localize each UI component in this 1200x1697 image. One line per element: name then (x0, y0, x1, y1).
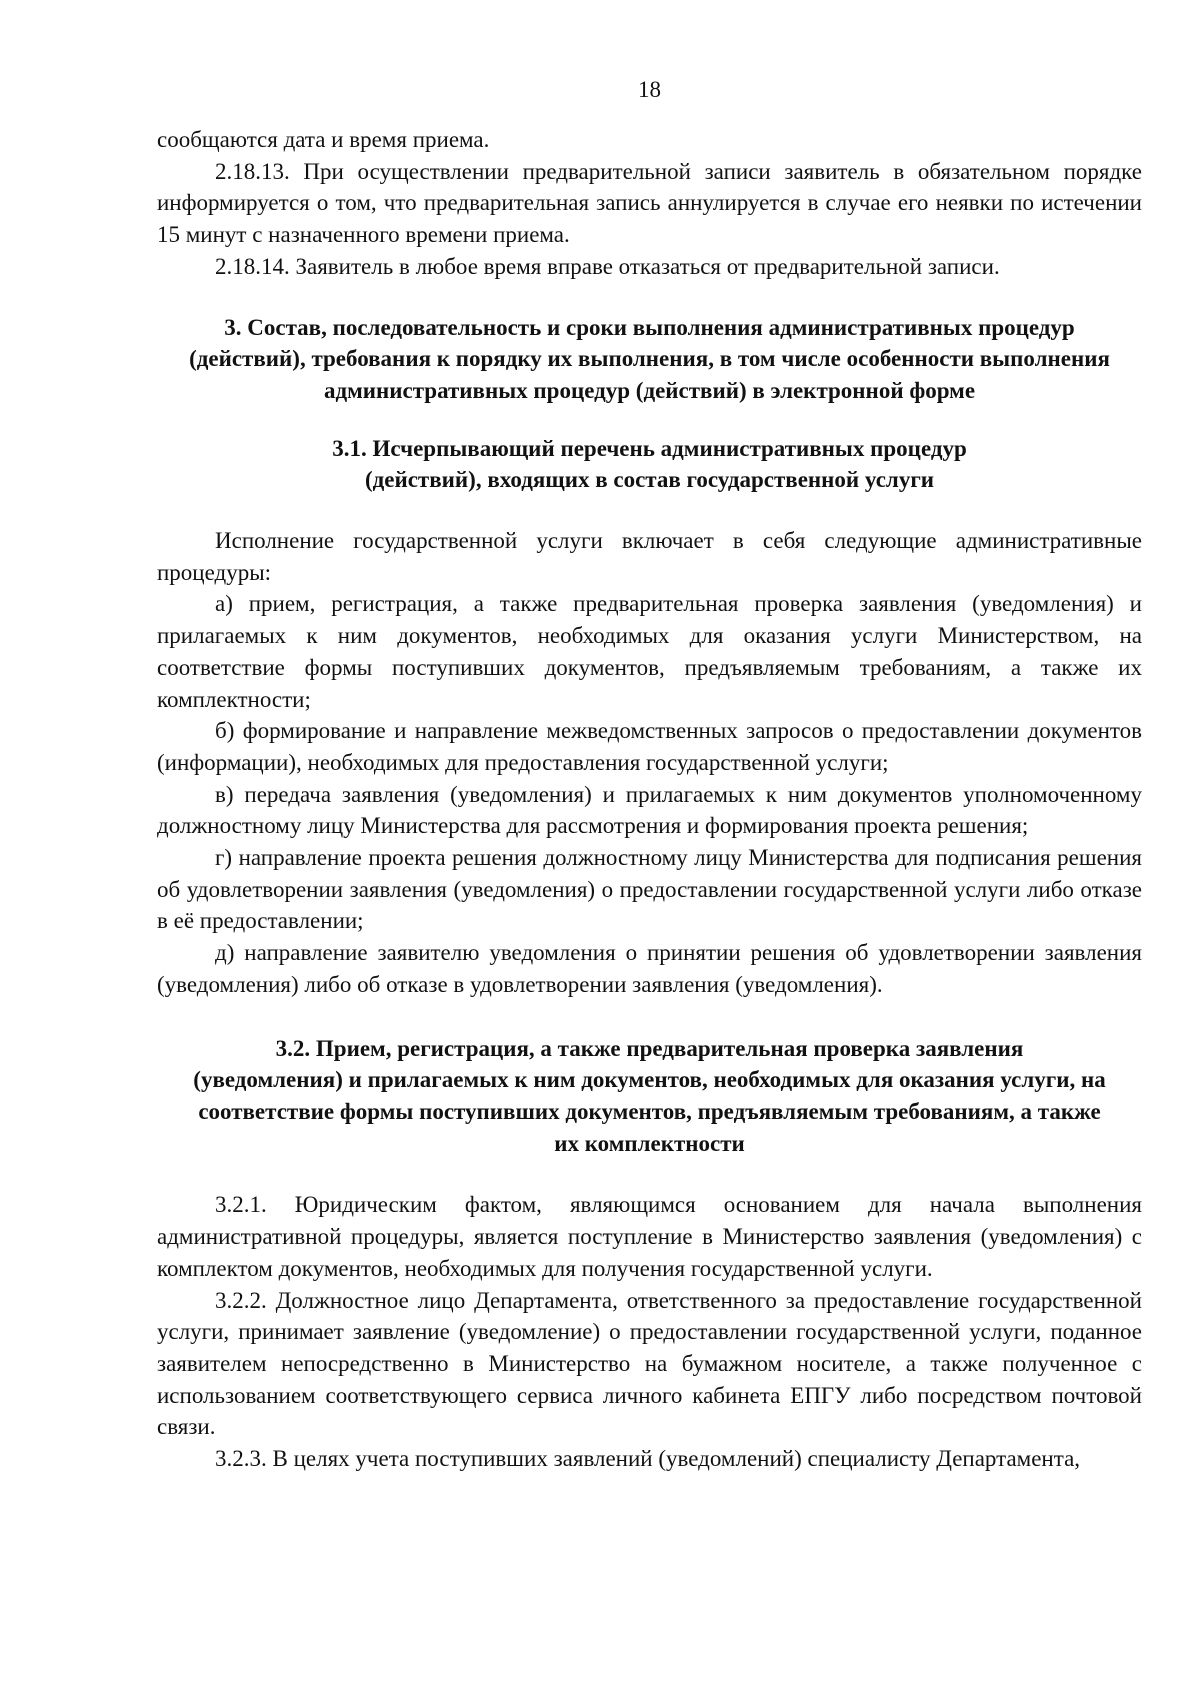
page-number: 18 (638, 77, 661, 102)
section-3-heading-line3: административных процедур (действий) в электронной форме (323, 377, 976, 403)
list-item-v: в) передача заявления (уведомления) и прилагаемых к ним документов уполномоченному должностному лицу Министерства для рассмотрения и формирования проекта решения; (157, 781, 1142, 839)
section-3-2-heading (157, 1033, 1142, 1160)
list-item-g: г) направление проекта решения должностному лицу Министерства для подписания решения об удовлетворении заявления (уведомления) о предоставлении государственной услуги либо отказе в её предоставлении; (157, 845, 1142, 934)
section-3-heading-line1: 3. Состав, последовательность и сроки выполнения административных процедур (224, 314, 1075, 340)
list-item-a: а) прием, регистрация, а также предварительная проверка заявления (уведомления) и прилагаемых к ним документов, необходимых для оказания услуги Министерством, на соответствие формы поступивших документов, предъявляемым требованиям, а также их комплектности; (157, 591, 1142, 712)
list-item-b: б) формирование и направление межведомственных запросов о предоставлении документов (информации), необходимых для предоставления государственной услуги; (157, 718, 1142, 775)
section-3-heading-line2: (действий), требования к порядку их выполнения, в том числе особенности выполнения (189, 346, 1110, 372)
section-3-1-heading-line1: 3.1. Исчерпывающий перечень административных процедур (332, 435, 967, 461)
section-3-2-heading-line2: (уведомления) и прилагаемых к ним документов, необходимых для оказания услуги, на (193, 1067, 1106, 1093)
paragraph-3-2-2: 3.2.2. Должностное лицо Департамента, ответственного за предоставление государственной услуги, принимает заявление (уведомление) о предоставлении государственной услуги, поданное заявителем непосредственно в Министерство на бумажном носителе, а также полученное с использованием соответствующего сервиса личного кабинета ЕПГУ либо посредством почтовой связи. (157, 1287, 1142, 1440)
section-3-1-heading-line2: (действий), входящих в состав государственной услуги (364, 467, 935, 493)
section-3-2-heading-line3: соответствие формы поступивших документов, предъявляемым требованиям, а также (198, 1098, 1101, 1124)
section-3-2-heading-line4: их комплектности (554, 1130, 745, 1156)
list-item-d: д) направление заявителю уведомления о принятии решения об удовлетворении заявления (уведомления) либо об отказе в удовлетворении заявления (уведомления). (157, 940, 1142, 997)
section-3-2-heading-line1: 3.2. Прием, регистрация, а также предварительная проверка заявления (275, 1035, 1024, 1061)
paragraph-continuation: сообщаются дата и время приема. (157, 127, 490, 152)
section-3-heading (157, 312, 1142, 407)
paragraph-3-2-3: 3.2.3. В целях учета поступивших заявлений (уведомлений) специалисту Департамента, (215, 1446, 1081, 1472)
paragraph-3-2-1: 3.2.1. Юридическим фактом, являющимся основанием для начала выполнения административной процедуры, является поступление в Министерство заявления (уведомления) с комплектом документов, необходимых для получения государственной услуги. (157, 1192, 1142, 1281)
document-body (157, 124, 1142, 1475)
paragraph-2-18-13: 2.18.13. При осуществлении предварительной записи заявитель в обязательном порядке информируется о том, что предварительная запись аннулируется в случае его неявки по истечении 15 минут с назначенного времени приема. (157, 158, 1142, 248)
paragraph-2-18-14: 2.18.14. Заявитель в любое время вправе отказаться от предварительной записи. (215, 253, 1000, 279)
section-3-1-heading (157, 433, 1142, 496)
paragraph-procedures-intro: Исполнение государственной услуги включает в себя следующие административные процедуры: (157, 528, 1142, 585)
